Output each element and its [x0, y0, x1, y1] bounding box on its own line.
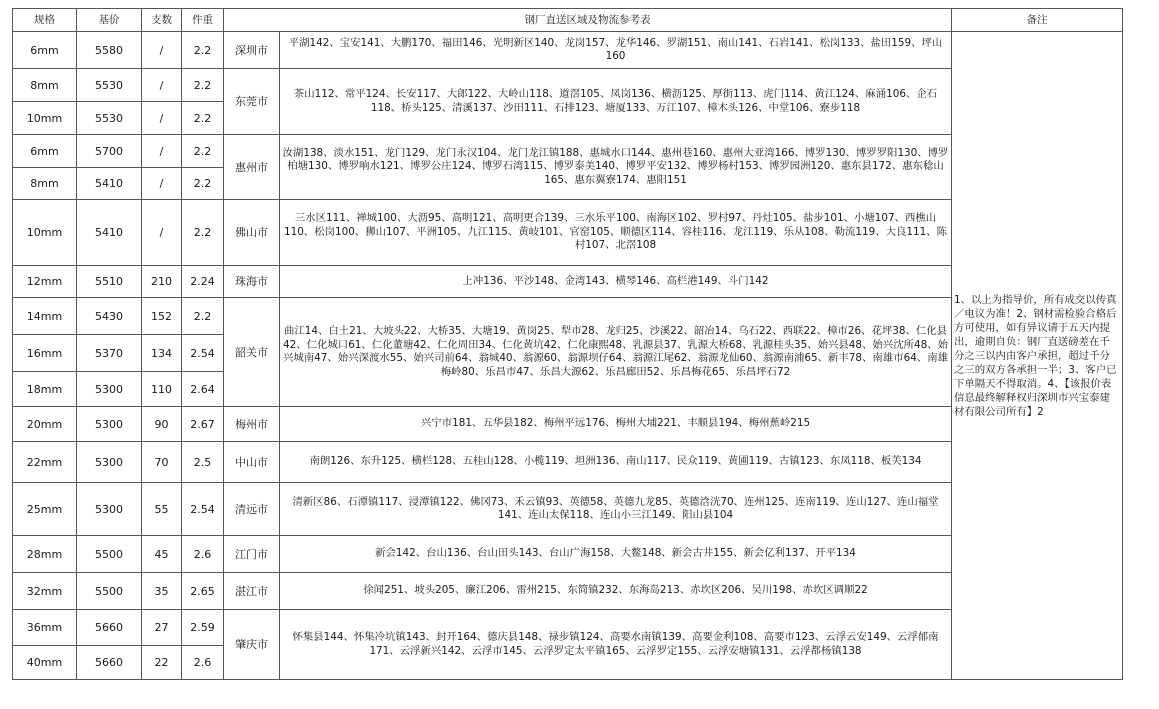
price-cell: 5500 — [77, 536, 142, 573]
weight-cell: 2.67 — [182, 407, 224, 442]
spec-cell: 40mm — [13, 646, 77, 680]
region-city: 清远市 — [224, 483, 280, 536]
weight-cell: 2.2 — [182, 298, 224, 335]
weight-cell: 2.2 — [182, 200, 224, 266]
region-city: 湛江市 — [224, 573, 280, 610]
region-routes: 南朗126、东升125、横栏128、五桂山128、小榄119、坦洲136、南山117、民众119、黄圃119、古镇123、东凤118、板芙134 — [280, 442, 952, 483]
region-routes: 上冲136、平沙148、金湾143、横琴146、高栏港149、斗门142 — [280, 266, 952, 298]
header-weight: 件重 — [182, 9, 224, 32]
price-table — [12, 8, 1123, 680]
count-cell: 70 — [142, 442, 182, 483]
spec-cell: 6mm — [13, 32, 77, 69]
weight-cell: 2.2 — [182, 102, 224, 135]
count-cell: 35 — [142, 573, 182, 610]
weight-cell: 2.59 — [182, 610, 224, 646]
price-cell: 5500 — [77, 573, 142, 610]
region-city: 韶关市 — [224, 298, 280, 407]
price-cell: 5300 — [77, 483, 142, 536]
price-cell: 5510 — [77, 266, 142, 298]
region-city: 江门市 — [224, 536, 280, 573]
price-cell: 5410 — [77, 200, 142, 266]
spec-cell: 20mm — [13, 407, 77, 442]
region-routes: 兴宁市181、五华县182、梅州平远176、梅州大埔221、丰顺县194、梅州蕉岭215 — [280, 407, 952, 442]
weight-cell: 2.65 — [182, 573, 224, 610]
region-city: 肇庆市 — [224, 610, 280, 680]
header-spec: 规格 — [13, 9, 77, 32]
region-routes: 新会142、台山136、台山田头143、台山广海158、大鳌148、新会古井155、新会亿利137、开平134 — [280, 536, 952, 573]
spec-cell: 14mm — [13, 298, 77, 335]
spec-cell: 36mm — [13, 610, 77, 646]
weight-cell: 2.24 — [182, 266, 224, 298]
weight-cell: 2.64 — [182, 372, 224, 407]
weight-cell: 2.6 — [182, 646, 224, 680]
spec-cell: 10mm — [13, 102, 77, 135]
weight-cell: 2.54 — [182, 335, 224, 372]
header-note: 备注 — [952, 9, 1123, 32]
spec-cell: 16mm — [13, 335, 77, 372]
price-cell: 5530 — [77, 102, 142, 135]
price-cell: 5370 — [77, 335, 142, 372]
region-city: 梅州市 — [224, 407, 280, 442]
count-cell: / — [142, 32, 182, 69]
header-count: 支数 — [142, 9, 182, 32]
weight-cell: 2.2 — [182, 135, 224, 168]
region-routes: 徐闻251、坡头205、廉江206、雷州215、东简镇232、东海岛213、赤坎区206、吴川198、赤坎区调顺22 — [280, 573, 952, 610]
region-routes: 茶山112、常平124、长安117、大郎122、大岭山118、道滘105、凤岗136、横沥125、厚街113、虎门114、黄江124、麻涌106、企石118、桥头125、清溪137、沙田111、石排123、塘厦133、万江107、樟木头126、中堂106、寮步118 — [280, 69, 952, 135]
weight-cell: 2.6 — [182, 536, 224, 573]
count-cell: 210 — [142, 266, 182, 298]
remarks-note: 1、以上为指导价，所有成交以传真／电议为准！2、钢材需检验合格后方可使用，如有异议请于五天内提出，逾期自负：钢厂直送磅差在千分之三以内由客户承担，超过千分之三的双方各承担一半；3、客户已下单隔天不得取消。4、【该报价表信息最终解释权归深圳市兴宝泰建材有限公司所有】2 — [952, 32, 1123, 680]
region-routes: 清新区86、石潭镇117、浸潭镇122、佛冈73、禾云镇93、英德58、英德九龙85、英德浛洸70、连州125、连南119、连山127、连山福堂141、连山太保118、连山小三江149、阳山县104 — [280, 483, 952, 536]
count-cell: / — [142, 200, 182, 266]
spec-cell: 28mm — [13, 536, 77, 573]
price-cell: 5530 — [77, 69, 142, 102]
region-city: 东莞市 — [224, 69, 280, 135]
price-cell: 5300 — [77, 407, 142, 442]
region-city: 佛山市 — [224, 200, 280, 266]
price-cell: 5700 — [77, 135, 142, 168]
count-cell: 22 — [142, 646, 182, 680]
price-cell: 5660 — [77, 646, 142, 680]
region-city: 珠海市 — [224, 266, 280, 298]
count-cell: 55 — [142, 483, 182, 536]
region-city: 深圳市 — [224, 32, 280, 69]
count-cell: 152 — [142, 298, 182, 335]
region-city: 中山市 — [224, 442, 280, 483]
spec-cell: 6mm — [13, 135, 77, 168]
weight-cell: 2.2 — [182, 69, 224, 102]
spec-cell: 8mm — [13, 168, 77, 200]
price-cell: 5300 — [77, 442, 142, 483]
spec-cell: 18mm — [13, 372, 77, 407]
region-city: 惠州市 — [224, 135, 280, 200]
spec-cell: 10mm — [13, 200, 77, 266]
count-cell: / — [142, 102, 182, 135]
spec-cell: 12mm — [13, 266, 77, 298]
spec-cell: 8mm — [13, 69, 77, 102]
header-price: 基价 — [77, 9, 142, 32]
region-routes: 汝湖138、淡水151、龙门129、龙门永汉104、龙门龙江镇188、惠城水口144、惠州巷160、惠州大亚湾166、博罗130、博罗罗阳130、博罗柏塘130、博罗响水121、博罗公庄124、博罗石湾115、博罗泰美140、博罗平安132、博罗杨村153、博罗园洲120、惠东县172、惠东稔山165、惠东翼寮174、惠阳151 — [280, 135, 952, 200]
count-cell: 45 — [142, 536, 182, 573]
weight-cell: 2.54 — [182, 483, 224, 536]
weight-cell: 2.5 — [182, 442, 224, 483]
price-cell: 5660 — [77, 610, 142, 646]
count-cell: 90 — [142, 407, 182, 442]
price-cell: 5580 — [77, 32, 142, 69]
spec-cell: 22mm — [13, 442, 77, 483]
region-routes: 怀集县144、怀集冷坑镇143、封开164、德庆县148、禄步镇124、高要水南镇139、高要金利108、高要市123、云浮云安149、云浮郁南171、云浮新兴142、云浮市145、云浮罗定太平镇165、云浮罗定155、云浮安塘镇131、云浮都杨镇138 — [280, 610, 952, 680]
price-cell: 5410 — [77, 168, 142, 200]
spec-cell: 25mm — [13, 483, 77, 536]
region-routes: 平湖142、宝安141、大鹏170、福田146、光明新区140、龙岗157、龙华146、罗湖151、南山141、石岩141、松岗133、盐田159、坪山160 — [280, 32, 952, 69]
spec-cell: 32mm — [13, 573, 77, 610]
price-cell: 5430 — [77, 298, 142, 335]
count-cell: 27 — [142, 610, 182, 646]
count-cell: 110 — [142, 372, 182, 407]
region-routes: 曲江14、白土21、大坡头22、大桥35、大塘19、黄岗25、犁市28、龙归25、沙溪22、韶冶14、乌石22、西联22、樟市26、花坪38、仁化县42、仁化城口61、仁化董塘42、仁化周田34、仁化黄坑42、仁化康熙48、乳源县37、乳源大桥68、乳源桂头35、始兴县48、始兴沈所48、始兴城南47、始兴深渡水55、始兴司前64、翁城40、翁源60、翁源坝仔64、翁源江尾62、翁源龙仙60、翁源南浦65、新丰78、南雄市64、南雄梅岭80、乐昌市47、乐昌大源62、乐昌廊田52、乐昌梅花65、乐昌坪石72 — [280, 298, 952, 407]
count-cell: 134 — [142, 335, 182, 372]
count-cell: / — [142, 135, 182, 168]
weight-cell: 2.2 — [182, 32, 224, 69]
count-cell: / — [142, 168, 182, 200]
price-cell: 5300 — [77, 372, 142, 407]
count-cell: / — [142, 69, 182, 102]
header-region: 钢厂直送区域及物流参考表 — [224, 9, 952, 32]
weight-cell: 2.2 — [182, 168, 224, 200]
region-routes: 三水区111、禅城100、大沥95、高明121、高明更合139、三水乐平100、南海区102、罗村97、丹灶105、盐步101、小塘107、西樵山110、松岗100、狮山107、平洲105、九江115、黄岐101、官窑105、顺德区114、容桂116、龙江119、乐从108、勒流119、大良111、陈村107、北滘108 — [280, 200, 952, 266]
